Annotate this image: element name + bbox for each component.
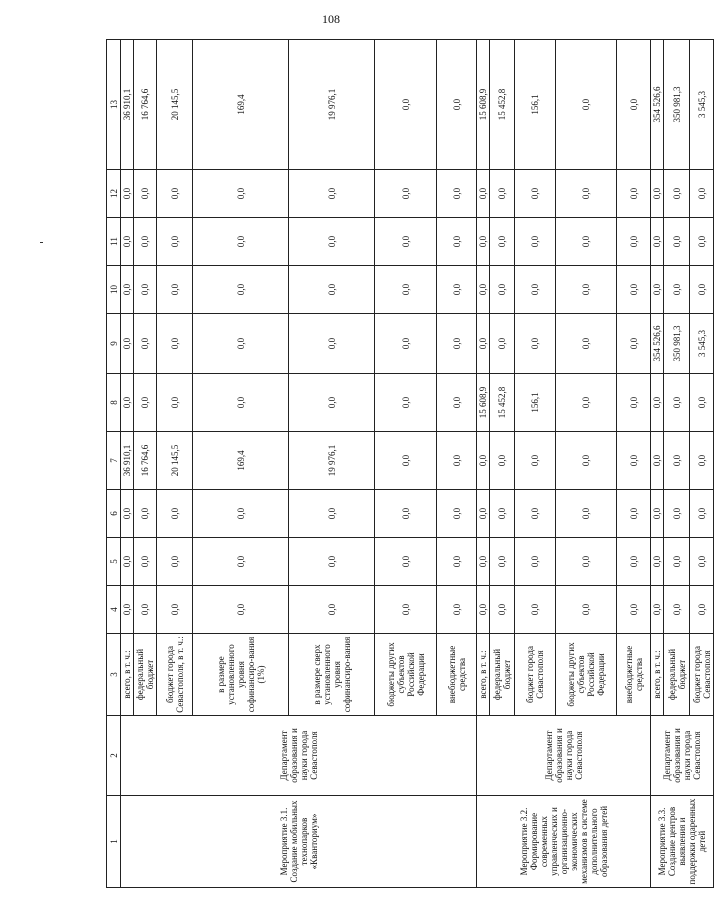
funding-source: всего, в т. ч.: [121, 634, 134, 716]
amount-value: 0,0 [134, 374, 157, 432]
amount-value: 0,0 [193, 170, 289, 218]
amount-value: 3 545,3 [690, 40, 714, 170]
amount-value: 0,0 [477, 586, 490, 634]
table-row [477, 40, 490, 888]
amount-value: 0,0 [121, 490, 134, 538]
funding-source: федеральный бюджет [490, 634, 515, 716]
amount-value: 0,0 [515, 314, 556, 374]
budget-table [106, 39, 714, 888]
amount-value: 0,0 [477, 490, 490, 538]
amount-value: 0,0 [664, 266, 690, 314]
amount-value: 0,0 [490, 170, 515, 218]
amount-value: 169,4 [193, 432, 289, 490]
amount-value: 0,0 [690, 490, 714, 538]
amount-value: 20 145,5 [157, 432, 193, 490]
amount-value: 0,0 [664, 170, 690, 218]
amount-value: 0,0 [690, 432, 714, 490]
amount-value: 0,0 [193, 314, 289, 374]
column-number: 4 [107, 586, 121, 634]
amount-value: 0,0 [437, 170, 477, 218]
amount-value: 354 526,6 [651, 40, 664, 170]
funding-source: всего, в т. ч.: [477, 634, 490, 716]
amount-value: 0,0 [193, 218, 289, 266]
column-number: 6 [107, 490, 121, 538]
amount-value: 0,0 [690, 266, 714, 314]
amount-value: 0,0 [477, 170, 490, 218]
amount-value: 0,0 [515, 170, 556, 218]
amount-value: 0,0 [375, 490, 437, 538]
amount-value: 0,0 [437, 374, 477, 432]
amount-value: 0,0 [134, 218, 157, 266]
amount-value: 0,0 [490, 218, 515, 266]
amount-value: 354 526,6 [651, 314, 664, 374]
amount-value: 0,0 [651, 432, 664, 490]
amount-value: 0,0 [617, 586, 651, 634]
column-number: 11 [107, 218, 121, 266]
amount-value: 0,0 [437, 586, 477, 634]
funding-source: в размере сверх установленного уровня софинансиро-вания [289, 634, 375, 716]
amount-value: 19 976,1 [289, 40, 375, 170]
amount-value: 19 976,1 [289, 432, 375, 490]
amount-value: 0,0 [556, 314, 617, 374]
amount-value: 0,0 [477, 266, 490, 314]
amount-value: 0,0 [477, 432, 490, 490]
amount-value: 36 910,1 [121, 40, 134, 170]
measure-name: Мероприятие 3.1. Создание мобильных технопарков «Кванториум» [121, 796, 477, 888]
funding-source: федеральный бюджет [134, 634, 157, 716]
amount-value: 0,0 [375, 374, 437, 432]
amount-value: 0,0 [490, 538, 515, 586]
amount-value: 0,0 [490, 314, 515, 374]
responsible-department: Департамент образования и науки города Севастополя [121, 716, 477, 796]
amount-value: 20 145,5 [157, 40, 193, 170]
amount-value: 0,0 [437, 432, 477, 490]
amount-value: 0,0 [556, 218, 617, 266]
amount-value: 0,0 [193, 586, 289, 634]
amount-value: 0,0 [490, 586, 515, 634]
amount-value: 0,0 [375, 538, 437, 586]
amount-value: 0,0 [289, 314, 375, 374]
amount-value: 0,0 [157, 586, 193, 634]
amount-value: 0,0 [690, 218, 714, 266]
amount-value: 0,0 [690, 538, 714, 586]
amount-value: 0,0 [556, 170, 617, 218]
amount-value: 0,0 [375, 170, 437, 218]
column-number: 9 [107, 314, 121, 374]
amount-value: 0,0 [617, 538, 651, 586]
amount-value: 0,0 [289, 374, 375, 432]
amount-value: 0,0 [556, 586, 617, 634]
amount-value: 0,0 [134, 586, 157, 634]
amount-value: 0,0 [651, 170, 664, 218]
amount-value: 0,0 [617, 490, 651, 538]
amount-value: 0,0 [515, 218, 556, 266]
amount-value: 0,0 [617, 314, 651, 374]
amount-value: 0,0 [556, 374, 617, 432]
amount-value: 0,0 [664, 218, 690, 266]
table-row [121, 40, 134, 888]
funding-source: бюджеты других субъектов Российской Федерации [375, 634, 437, 716]
amount-value: 0,0 [157, 218, 193, 266]
amount-value: 0,0 [477, 314, 490, 374]
responsible-department: Департамент образования и науки города Севастополя [651, 716, 714, 796]
amount-value: 0,0 [437, 218, 477, 266]
amount-value: 0,0 [556, 432, 617, 490]
amount-value: 350 981,3 [664, 40, 690, 170]
amount-value: 0,0 [617, 432, 651, 490]
amount-value: 0,0 [121, 170, 134, 218]
amount-value: 0,0 [690, 170, 714, 218]
amount-value: 0,0 [515, 266, 556, 314]
table-row [651, 40, 664, 888]
amount-value: 0,0 [690, 374, 714, 432]
amount-value: 0,0 [134, 490, 157, 538]
amount-value: 0,0 [617, 374, 651, 432]
amount-value: 0,0 [515, 586, 556, 634]
funding-source: бюджет города Севастополя [690, 634, 714, 716]
column-number: 7 [107, 432, 121, 490]
amount-value: 0,0 [289, 586, 375, 634]
amount-value: 0,0 [437, 266, 477, 314]
amount-value: 0,0 [157, 266, 193, 314]
amount-value: 0,0 [375, 586, 437, 634]
column-number: 10 [107, 266, 121, 314]
amount-value: 0,0 [664, 538, 690, 586]
amount-value: 0,0 [289, 218, 375, 266]
amount-value: 0,0 [515, 490, 556, 538]
amount-value: 0,0 [193, 490, 289, 538]
amount-value: 0,0 [515, 432, 556, 490]
amount-value: 0,0 [477, 538, 490, 586]
rotated-table [106, 40, 712, 888]
amount-value: 36 910,1 [121, 432, 134, 490]
amount-value: 0,0 [121, 314, 134, 374]
amount-value: 0,0 [121, 538, 134, 586]
funding-source: внебюджетные средства [617, 634, 651, 716]
amount-value: 0,0 [490, 266, 515, 314]
amount-value: 0,0 [289, 170, 375, 218]
amount-value: 0,0 [157, 538, 193, 586]
amount-value: 0,0 [437, 490, 477, 538]
funding-source: в размере установленного уровня софинансиро-вания (1%) [193, 634, 289, 716]
amount-value: 0,0 [157, 170, 193, 218]
margin-mark [40, 242, 43, 243]
amount-value: 0,0 [157, 374, 193, 432]
funding-source: бюджет города Севастополя [515, 634, 556, 716]
amount-value: 0,0 [664, 586, 690, 634]
amount-value: 0,0 [490, 432, 515, 490]
amount-value: 0,0 [375, 40, 437, 170]
amount-value: 0,0 [617, 218, 651, 266]
amount-value: 16 764,6 [134, 40, 157, 170]
amount-value: 0,0 [193, 538, 289, 586]
amount-value: 0,0 [121, 374, 134, 432]
amount-value: 0,0 [664, 432, 690, 490]
amount-value: 0,0 [690, 586, 714, 634]
funding-source: бюджеты других субъектов Российской Федерации [556, 634, 617, 716]
amount-value: 0,0 [437, 314, 477, 374]
amount-value: 0,0 [375, 266, 437, 314]
column-number: 3 [107, 634, 121, 716]
amount-value: 0,0 [121, 266, 134, 314]
amount-value: 15 608,9 [477, 374, 490, 432]
amount-value: 0,0 [651, 218, 664, 266]
funding-source: бюджет города Севастополя, в т. ч.: [157, 634, 193, 716]
amount-value: 3 545,3 [690, 314, 714, 374]
amount-value: 0,0 [651, 374, 664, 432]
amount-value: 0,0 [375, 314, 437, 374]
column-number: 2 [107, 716, 121, 796]
amount-value: 0,0 [157, 490, 193, 538]
amount-value: 0,0 [134, 266, 157, 314]
amount-value: 0,0 [121, 218, 134, 266]
measure-name: Мероприятие 3.2. Формирование современных управленческих и организационно-экономических механизмов в системе дополнительного образования детей [477, 796, 651, 888]
amount-value: 0,0 [556, 40, 617, 170]
amount-value: 0,0 [289, 538, 375, 586]
amount-value: 0,0 [664, 490, 690, 538]
amount-value: 0,0 [651, 538, 664, 586]
amount-value: 156,1 [515, 40, 556, 170]
header-row [107, 40, 121, 888]
funding-source: внебюджетные средства [437, 634, 477, 716]
amount-value: 0,0 [651, 266, 664, 314]
amount-value: 0,0 [193, 266, 289, 314]
column-number: 5 [107, 538, 121, 586]
amount-value: 0,0 [617, 40, 651, 170]
amount-value: 0,0 [515, 538, 556, 586]
amount-value: 0,0 [651, 586, 664, 634]
amount-value: 0,0 [375, 218, 437, 266]
funding-source: федеральный бюджет [664, 634, 690, 716]
funding-source: всего, в т. ч.: [651, 634, 664, 716]
amount-value: 0,0 [556, 490, 617, 538]
amount-value: 156,1 [515, 374, 556, 432]
amount-value: 0,0 [664, 374, 690, 432]
amount-value: 169,4 [193, 40, 289, 170]
amount-value: 0,0 [556, 266, 617, 314]
amount-value: 0,0 [121, 586, 134, 634]
rotated-table-wrapper [106, 40, 712, 888]
amount-value: 0,0 [651, 490, 664, 538]
amount-value: 0,0 [193, 374, 289, 432]
responsible-department: Департамент образования и науки города Севастополя [477, 716, 651, 796]
amount-value: 0,0 [477, 218, 490, 266]
amount-value: 0,0 [437, 538, 477, 586]
amount-value: 0,0 [437, 40, 477, 170]
amount-value: 0,0 [490, 490, 515, 538]
amount-value: 0,0 [617, 266, 651, 314]
amount-value: 15 608,9 [477, 40, 490, 170]
page-number: 108 [322, 12, 340, 26]
amount-value: 350 981,3 [664, 314, 690, 374]
amount-value: 0,0 [157, 314, 193, 374]
amount-value: 0,0 [375, 432, 437, 490]
amount-value: 0,0 [134, 538, 157, 586]
column-number: 8 [107, 374, 121, 432]
amount-value: 0,0 [134, 314, 157, 374]
amount-value: 0,0 [289, 490, 375, 538]
column-number: 12 [107, 170, 121, 218]
column-number: 13 [107, 40, 121, 170]
amount-value: 0,0 [617, 170, 651, 218]
amount-value: 0,0 [556, 538, 617, 586]
amount-value: 15 452,8 [490, 40, 515, 170]
amount-value: 16 764,6 [134, 432, 157, 490]
amount-value: 0,0 [134, 170, 157, 218]
measure-name: Мероприятие 3.3. Создание центров выявления и поддержки одаренных детей [651, 796, 714, 888]
column-number: 1 [107, 796, 121, 888]
amount-value: 0,0 [289, 266, 375, 314]
amount-value: 15 452,8 [490, 374, 515, 432]
